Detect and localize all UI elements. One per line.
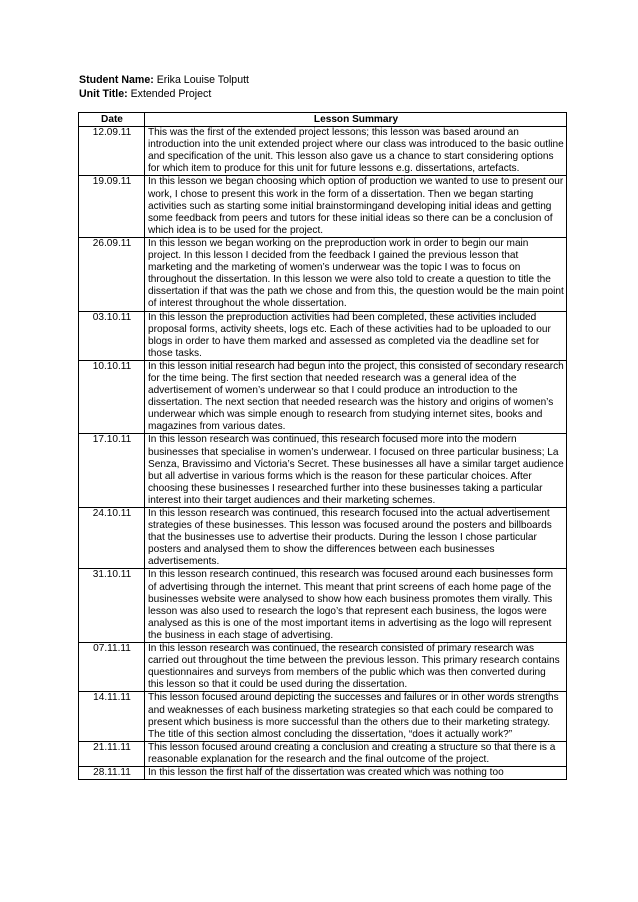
student-name-line [79,73,249,87]
lesson-summary: In this lesson research was continued, this research focused into the actual advertisement strategies of these businesses. This lesson was focused around the posters and billboards that the businesses use to advertise their products. During the lesson I chose particular posters and analysed them to show the differences between each businesses advertisements. [145,508,567,569]
table-row [79,311,567,360]
lesson-date: 24.10.11 [79,508,145,569]
lesson-date: 21.11.11 [79,741,145,766]
table-row [79,127,567,176]
document-header [79,73,249,101]
lesson-date: 07.11.11 [79,643,145,692]
lesson-summary: In this lesson research was continued, the research consisted of primary research was carried out throughout the time between the previous lesson. This primary research contains questionnaires and surveys from members of the public which was then converted during this lesson so that it could be used during the dissertation. [145,643,567,692]
lesson-summary: In this lesson research continued, this research was focused around each businesses form of advertising through the internet. This meant that print screens of each home page of the businesses website were analysed to show how each business promotes them virally. This lesson was also used to research the logo’s that represent each business, the logos were analysed as this is one of the most important items in advertising as the logo will represent the business in each stage of advertising. [145,569,567,643]
lesson-summary: In this lesson we began working on the preproduction work in order to begin our main project. In this lesson I decided from the feedback I gained the previous lesson that marketing and the marketing of women’s underwear was the topic I was to focus on throughout the dissertation. In this lesson we were also told to create a question to title the dissertation if that was the path we chose and from this, the question would be the main point of interest throughout the whole dissertation. [145,237,567,311]
lesson-summary: This lesson focused around depicting the successes and failures or in other words strengths and weaknesses of each business marketing strategies so that each could be compared to present which business is more successful than the others due to their marketing strategy. The title of this section almost concluding the dissertation, “does it actually work?” [145,692,567,741]
lesson-summary: This was the first of the extended project lessons; this lesson was based around an introduction into the unit extended project where our class was introduced to the basic outline and specification of the unit. This lesson also gave us a chance to start considering options for which item to produce for this unit for future lessons e.g. dissertations, artefacts. [145,127,567,176]
lesson-summary: In this lesson the first half of the dissertation was created which was nothing too [148,766,504,777]
lesson-summary: In this lesson the preproduction activities had been completed, these activities included proposal forms, activity sheets, logs etc. Each of these activities had to be uploaded to our blogs in order to have them marked and assessed as completed via the deadline set for those tasks. [145,311,567,360]
table-row [79,692,567,741]
table-row [79,434,567,508]
lesson-summary-table [78,112,567,780]
unit-title-value: Extended Project [130,88,212,100]
table-row [79,569,567,643]
table-header-row [79,113,567,127]
unit-title-line [79,87,249,101]
lesson-date: 28.11.11 [79,766,145,779]
table-row [79,766,567,779]
lesson-summary: In this lesson we began choosing which option of production we wanted to use to present our work, I chose to present this work in the form of a dissertation. Then we began starting activities such as starting some initial brainstormingand developing initial ideas and getting some feedback from peers and tutors for these initial ideas so there can be a conclusion of which idea is to be used for the project. [145,176,567,237]
date-column-header: Date [79,113,145,127]
lesson-date: 14.11.11 [79,692,145,741]
table-row [79,176,567,237]
student-name-value: Erika Louise Tolputt [156,74,249,86]
lesson-date: 17.10.11 [79,434,145,508]
lesson-date: 03.10.11 [79,311,145,360]
unit-title-label: Unit Title: [79,88,128,100]
lesson-date: 26.09.11 [79,237,145,311]
table-row [79,237,567,311]
lesson-date: 19.09.11 [79,176,145,237]
lesson-summary-cell [145,766,567,779]
table-row [79,360,567,434]
lesson-summary-column-header: Lesson Summary [145,113,567,127]
table-row [79,508,567,569]
lesson-date: 31.10.11 [79,569,145,643]
student-name-label: Student Name: [79,74,154,86]
table-row [79,643,567,692]
lesson-summary: In this lesson research was continued, this research focused more into the modern businesses that specialise in women’s underwear. I focused on three particular business; La Senza, Bravissimo and Victoria’s Secret. These businesses all have a similar target audience but all advertise in various forms which is the reason for these particular choices. After choosing these businesses I researched further into these businesses taking a particular interest into their target audiences and their marketing schemes. [145,434,567,508]
lesson-summary: This lesson focused around creating a conclusion and creating a structure so that there is a reasonable explanation for the research and the final outcome of the project. [145,741,567,766]
lesson-date: 12.09.11 [79,127,145,176]
lesson-summary: In this lesson initial research had begun into the project, this consisted of secondary research for the time being. The first section that needed research was a general idea of the advertisement of women’s underwear so that I could produce an introduction to the dissertation. The next section that needed research was the history and origins of women’s underwear which was simple enough to research from studying internet sites, books and magazines from various dates. [145,360,567,434]
table-row [79,741,567,766]
lesson-date: 10.10.11 [79,360,145,434]
